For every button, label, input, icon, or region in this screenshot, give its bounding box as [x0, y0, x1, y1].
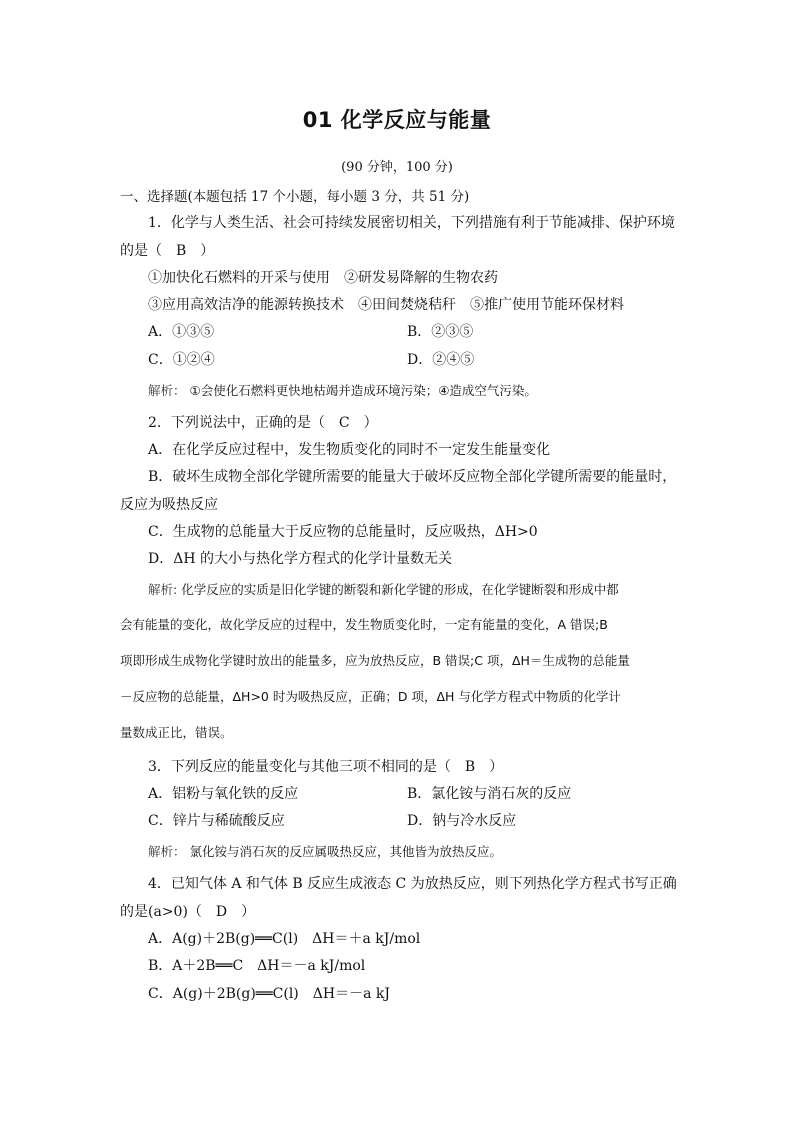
q2-option-a: A．在化学反应过程中，发生物质变化的同时不一定发生能量变化: [148, 442, 551, 458]
q2-explanation-line1: [148, 581, 619, 599]
q1-stem-line1: 1．化学与人类生活、社会可持续发展密切相关，下列措施有利于节能减排、保护环境: [148, 215, 675, 231]
q2-stem: 2．下列说法中，正确的是（ C ）: [148, 415, 378, 431]
q2-explanation-line3: 项即形成生成物化学键时放出的能量多，应为放热反应，B 错误;C 项，ΔH＝生成物的总能量: [120, 653, 630, 668]
q3-option-a: A．铝粉与氧化铁的反应: [148, 786, 299, 802]
q4-option-c: C．A(g)＋2B(g)══C(l) ΔH＝－a kJ: [148, 986, 390, 1002]
q3-explanation-label: 解析：: [148, 844, 186, 859]
q1-option-a: A．①③⑤: [148, 324, 215, 340]
q2-option-d: D．ΔH 的大小与热化学方程式的化学计量数无关: [148, 551, 452, 567]
q2-explanation-line5: 量数成正比，错误。: [120, 725, 233, 740]
q1-explanation: [148, 382, 537, 400]
q3-stem: 3．下列反应的能量变化与其他三项不相同的是（ B ）: [148, 759, 504, 775]
exam-duration-score: (90 分钟，100 分): [341, 160, 453, 175]
q3-explanation-text: 氯化铵与消石灰的反应属吸热反应，其他皆为放热反应。: [189, 844, 503, 859]
q4-stem-line1: 4．已知气体 A 和气体 B 反应生成液态 C 为放热反应，则下列热化学方程式书写正确: [148, 876, 677, 892]
q2-explanation-text-1: 化学反应的实质是旧化学键的断裂和新化学键的形成，在化学键断裂和形成中都: [181, 582, 619, 597]
q1-stem-line2: 的是（ B ）: [120, 243, 215, 259]
q3-option-c: C．锌片与稀硫酸反应: [148, 813, 285, 829]
page-title: 01 化学反应与能量: [302, 108, 492, 132]
q3-option-d: D．钠与冷水反应: [407, 813, 517, 829]
q1-items-line2: ③应用高效洁净的能源转换技术 ④田间焚烧秸秆 ⑤推广使用节能环保材料: [148, 297, 624, 313]
q2-explanation-line2: 会有能量的变化，故化学反应的过程中，发生物质变化时，一定有能量的变化，A 错误;B: [120, 617, 608, 632]
q2-explanation-label: 解析:: [148, 582, 178, 597]
q1-explanation-text: ①会使化石燃料更快地枯竭并造成环境污染；④造成空气污染。: [189, 383, 537, 398]
q4-stem-line2: 的是(a>0)（ D ）: [120, 904, 256, 920]
q1-items-line1: ①加快化石燃料的开采与使用 ②研发易降解的生物农药: [148, 270, 498, 286]
q3-explanation: [148, 843, 502, 861]
q1-explanation-label: 解析：: [148, 383, 186, 398]
q4-option-b: B．A＋2B══C ΔH＝－a kJ/mol: [148, 958, 366, 974]
q3-option-b: B．氯化铵与消石灰的反应: [407, 786, 572, 802]
q1-option-b: B．②③⑤: [407, 324, 474, 340]
q2-option-c: C．生成物的总能量大于反应物的总能量时，反应吸热，ΔH>0: [148, 524, 538, 540]
q1-option-d: D．②④⑤: [407, 352, 475, 368]
section-heading: 一、选择题(本题包括 17 个小题，每小题 3 分，共 51 分): [120, 189, 470, 205]
q2-option-b-line2: 反应为吸热反应: [120, 497, 218, 513]
q2-option-b-line1: B．破坏生成物全部化学键所需要的能量大于破坏反应物全部化学键所需要的能量时，: [148, 469, 677, 485]
q4-option-a: A．A(g)＋2B(g)══C(l) ΔH＝＋a kJ/mol: [148, 931, 421, 947]
q2-explanation-line4: －反应物的总能量，ΔH>0 时为吸热反应，正确；D 项，ΔH 与化学方程式中物质的化学计: [120, 689, 621, 704]
q1-option-c: C．①②④: [148, 352, 215, 368]
